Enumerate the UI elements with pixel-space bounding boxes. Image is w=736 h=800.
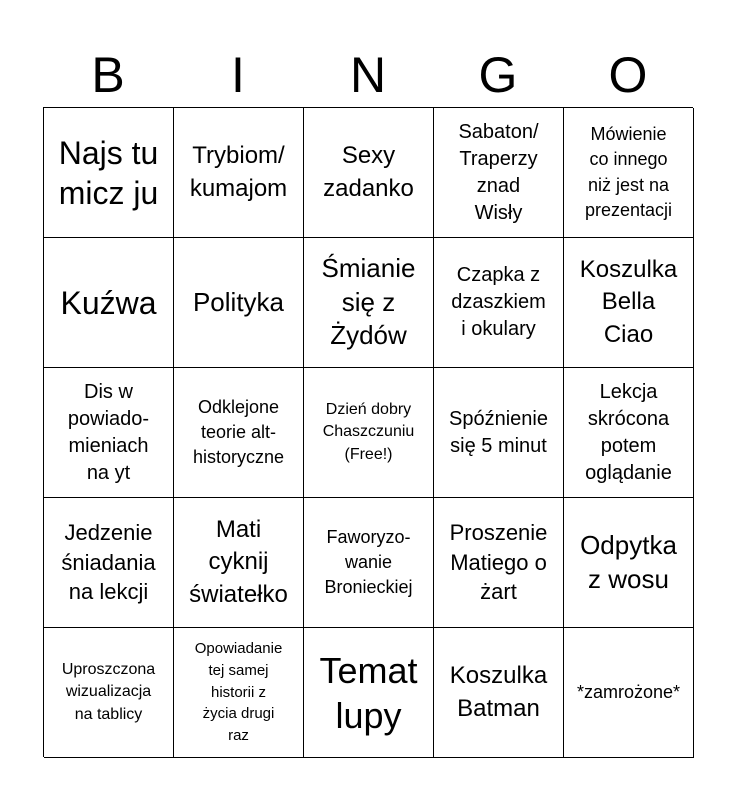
bingo-cell[interactable]: Koszulka Batman	[434, 628, 564, 758]
bingo-cell[interactable]: Odpytka z wosu	[564, 498, 694, 628]
bingo-grid	[43, 107, 693, 757]
bingo-cell[interactable]: Najs tu micz ju	[44, 108, 174, 238]
bingo-cell[interactable]: Mati cyknij światełko	[174, 498, 304, 628]
header-letter-n: N	[349, 47, 387, 103]
bingo-cell[interactable]: Śmianie się z Żydów	[304, 238, 434, 368]
bingo-cell[interactable]: Odklejone teorie alt- historyczne	[174, 368, 304, 498]
bingo-cell[interactable]: Temat lupy	[304, 628, 434, 758]
header-letter-i: I	[231, 47, 245, 103]
bingo-cell[interactable]: Trybiom/ kumajom	[174, 108, 304, 238]
bingo-cell free-space-cell[interactable]: Dzień dobry Chaszczuniu (Free!)	[304, 368, 434, 498]
bingo-cell[interactable]: *zamrożone*	[564, 628, 694, 758]
bingo-cell[interactable]: Sabaton/ Traperzy znad Wisły	[434, 108, 564, 238]
bingo-cell[interactable]: Mówienie co innego niż jest na prezentacji	[564, 108, 694, 238]
bingo-cell[interactable]: Sexy zadanko	[304, 108, 434, 238]
bingo-cell[interactable]: Czapka z dzaszkiem i okulary	[434, 238, 564, 368]
bingo-cell[interactable]: Uproszczona wizualizacja na tablicy	[44, 628, 174, 758]
bingo-cell[interactable]: Jedzenie śniadania na lekcji	[44, 498, 174, 628]
bingo-cell[interactable]: Proszenie Matiego o żart	[434, 498, 564, 628]
bingo-cell[interactable]: Koszulka Bella Ciao	[564, 238, 694, 368]
header-letter-o: O	[608, 47, 648, 103]
bingo-cell[interactable]: Polityka	[174, 238, 304, 368]
header-letter-b: B	[91, 47, 125, 103]
bingo-cell[interactable]: Opowiadanie tej samej historii z życia drugi raz	[174, 628, 304, 758]
header-letter-g: G	[478, 47, 518, 103]
bingo-cell[interactable]: Dis w powiado- mieniach na yt	[44, 368, 174, 498]
bingo-cell[interactable]: Lekcja skrócona potem oglądanie	[564, 368, 694, 498]
bingo-header	[43, 44, 693, 106]
bingo-cell[interactable]: Kuźwa	[44, 238, 174, 368]
bingo-cell[interactable]: Faworyzo- wanie Bronieckiej	[304, 498, 434, 628]
bingo-cell[interactable]: Spóźnienie się 5 minut	[434, 368, 564, 498]
